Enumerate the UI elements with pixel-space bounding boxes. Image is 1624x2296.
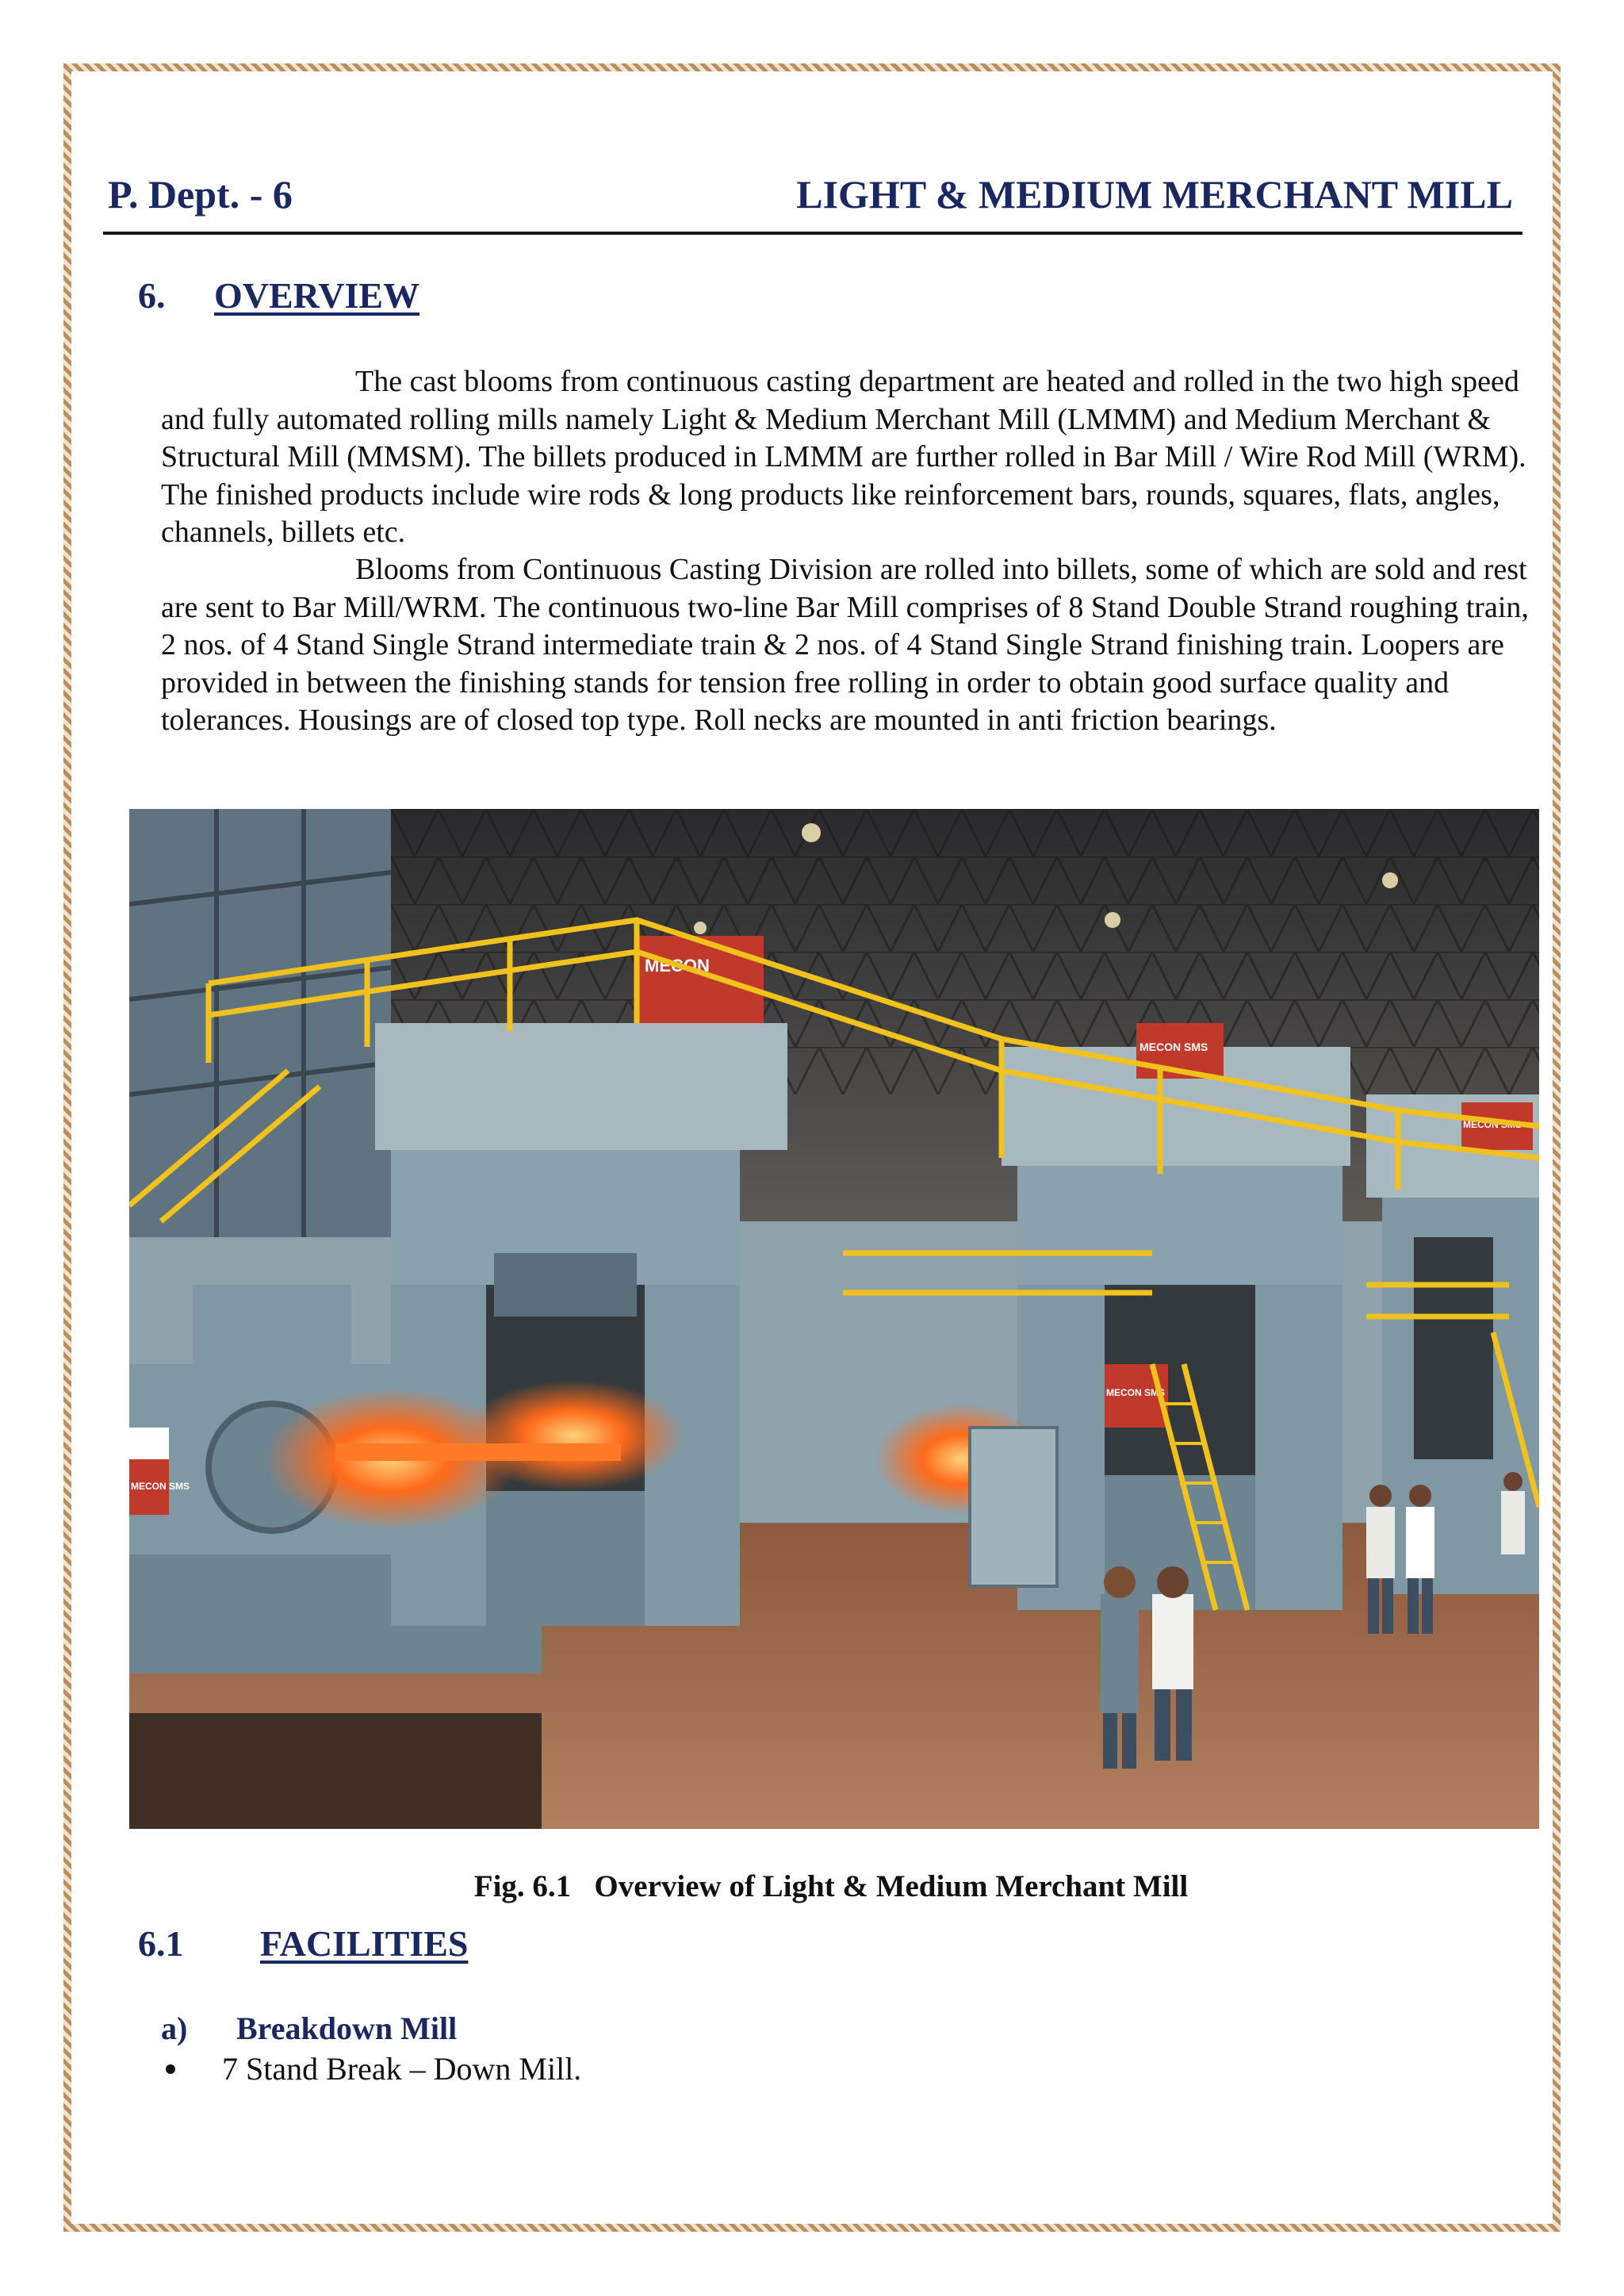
overview-paragraph-2: [161, 551, 1533, 740]
list-item-text: 7 Stand Break – Down Mill.: [222, 2051, 582, 2087]
header-department: P. Dept. - 6: [108, 172, 293, 217]
figure-caption: Fig. 6.1 Overview of Light & Medium Merchant Mill: [473, 1869, 1189, 1903]
sign-text: MECON SMS: [131, 1481, 190, 1492]
section-number: 6.: [138, 275, 166, 316]
sign-text: MECON SMS: [1106, 1387, 1166, 1398]
subsection-letter: a): [161, 2010, 188, 2046]
paragraph-text: Blooms from Continuous Casting Division are rolled into billets, some of which are sold and rest are sent to Bar Mill/WRM. The continuous two-line Bar Mill comprises of 8 Stand Double Strand roughing train, 2 nos. of 4 Stand Single Strand intermediate train & 2 nos. of 4 Stand Single Strand finishing train. Loopers are provided in between the finishing stands for tension free rolling in order to obtain good surface quality and tolerances. Housings are of closed top type. Roll necks are mounted in anti friction bearings.: [161, 553, 1529, 737]
section-title: FACILITIES: [260, 1923, 469, 1964]
header-title: LIGHT & MEDIUM MERCHANT MILL: [796, 172, 1513, 217]
paragraph-text: The cast blooms from continuous casting department are heated and rolled in the two high speed and fully automated rolling mills namely Light & Medium Merchant Mill (LMMM) and Medium Merchant & Structural Mill (MMSM). The billets produced in LMMM are further rolled in Bar Mill / Wire Rod Mill (WRM). The finished products include wire rods & long products like reinforcement bars, rounds, squares, flats, angles, channels, billets etc.: [161, 365, 1526, 549]
sign-text: MECON SMS: [1463, 1119, 1522, 1130]
page-header: [103, 168, 1522, 235]
sign-text: MECON: [645, 956, 710, 976]
subsection-title: Breakdown Mill: [236, 2010, 458, 2046]
mill-photo: [129, 809, 1539, 1829]
bullet-icon: [166, 2064, 175, 2074]
section-number: 6.1: [138, 1923, 184, 1964]
overview-paragraph-1: [161, 363, 1533, 552]
sign-text: MECON SMS: [1139, 1041, 1208, 1053]
section-title: OVERVIEW: [214, 275, 420, 316]
